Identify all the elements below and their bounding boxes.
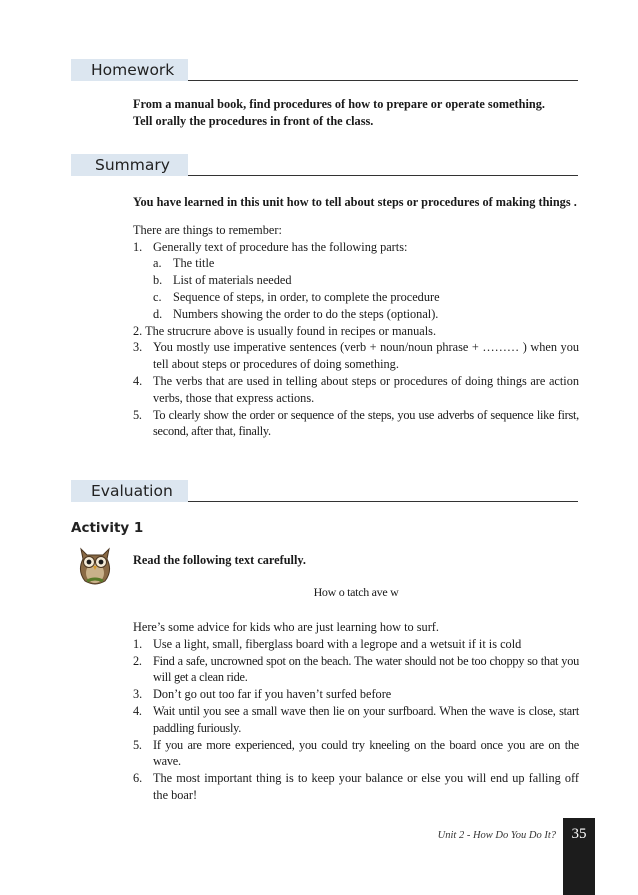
summary-item-text: Generally text of procedure has the following parts:: [153, 239, 408, 254]
summary-rule: [188, 175, 578, 176]
surf-step: [133, 703, 579, 737]
summary-item-text: The verbs that are used in telling about steps or procedures of doing things are action verbs, those that express actions.: [153, 373, 579, 405]
summary-item-number: 1.: [133, 239, 143, 254]
activity-title: Activity 1: [71, 520, 144, 536]
summary-subitem-letter: a.: [153, 256, 162, 271]
summary-intro: You have learned in this unit how to tell about steps or procedures of making things .: [133, 195, 577, 209]
surf-step-text: If you are more experienced, you could try kneeling on the board once you are on the wave.: [153, 737, 579, 769]
summary-remember: There are things to remember:: [133, 222, 282, 237]
surf-step-number: 1.: [133, 636, 143, 651]
footer-unit-label: Unit 2 - How Do You Do It?: [437, 830, 556, 841]
summary-item: [133, 373, 579, 407]
summary-subitem-text: The title: [173, 256, 215, 271]
surf-step: [133, 737, 579, 771]
surf-step-number: 5.: [133, 737, 142, 752]
homework-line-2: Tell orally the procedures in front of the class.: [133, 113, 374, 128]
summary-item: [133, 323, 579, 340]
surf-advice-body: [133, 619, 579, 804]
text-title: How o tatch ave w: [313, 585, 399, 599]
summary-header: [71, 154, 578, 176]
summary-item-text: The strucrure above is usually found in recipes or manuals.: [145, 323, 437, 338]
surf-step-number: 4.: [133, 703, 142, 718]
surf-step-text: Find a safe, uncrowned spot on the beach. The water should not be too choppy so that you will get a clean ride.: [153, 653, 579, 685]
surf-step: [133, 636, 579, 653]
homework-line-1: From a manual book, find procedures of how to prepare or operate something.: [133, 97, 545, 111]
surf-advice-intro: Here’s some advice for kids who are just learning how to surf.: [133, 620, 439, 634]
summary-item: [133, 339, 579, 373]
summary-subitem-text: Sequence of steps, in order, to complete the procedure: [173, 289, 440, 304]
activity-instruction-block: [133, 552, 579, 569]
evaluation-header: [71, 480, 578, 502]
homework-body: [133, 96, 579, 130]
summary-heading: Summary: [71, 154, 188, 176]
summary-item-number: 3.: [133, 340, 143, 355]
summary-item-number: 5.: [133, 407, 142, 422]
summary-subitem: [133, 272, 579, 289]
summary-subitem-letter: c.: [153, 289, 162, 304]
surf-step-text: The most important thing is to keep your balance or else you will end up falling off the boar!: [153, 771, 579, 802]
surf-step-text: Use a light, small, fiberglass board with a legrope and a wetsuit if it is cold: [153, 636, 522, 651]
surf-step-number: 2.: [133, 653, 142, 668]
surf-step-number: 3.: [133, 687, 143, 702]
summary-subitem-text: Numbers showing the order to do the steps (optional).: [173, 306, 439, 321]
summary-subitem-letter: d.: [153, 306, 163, 321]
surf-step: [133, 686, 579, 703]
homework-header: [71, 59, 578, 81]
summary-subitem: [133, 306, 579, 323]
activity-instruction: Read the following text carefully.: [133, 553, 306, 567]
surf-step-text: Wait until you see a small wave then lie on your surfboard. When the wave is close, start paddling furiously.: [153, 703, 579, 735]
owl-icon: [73, 543, 117, 587]
summary-subitem-letter: b.: [153, 273, 163, 288]
summary-item-number: 4.: [133, 373, 143, 388]
evaluation-rule: [188, 501, 578, 502]
summary-subitem-text: List of materials needed: [173, 273, 292, 288]
evaluation-heading: Evaluation: [71, 480, 188, 502]
surf-step-number: 6.: [133, 771, 143, 786]
summary-item-number: 2.: [133, 323, 143, 338]
summary-subitem: [133, 255, 579, 272]
summary-item: [133, 407, 579, 441]
summary-item-text: To clearly show the order or sequence of the steps, you use adverbs of sequence like first, second, after that, finally.: [153, 407, 579, 439]
page-number: 35: [563, 818, 595, 895]
surf-step: [133, 653, 579, 687]
summary-body: [133, 194, 579, 440]
homework-heading: Homework: [71, 59, 188, 81]
summary-item: [133, 239, 579, 256]
surf-step: [133, 770, 579, 804]
summary-item-text: You mostly use imperative sentences (verb + noun/noun phrase + ……… ) when you tell about steps or procedures of doing something.: [153, 340, 579, 372]
homework-rule: [188, 80, 578, 81]
summary-subitem: [133, 289, 579, 306]
surf-step-text: Don’t go out too far if you haven’t surfed before: [153, 687, 392, 702]
